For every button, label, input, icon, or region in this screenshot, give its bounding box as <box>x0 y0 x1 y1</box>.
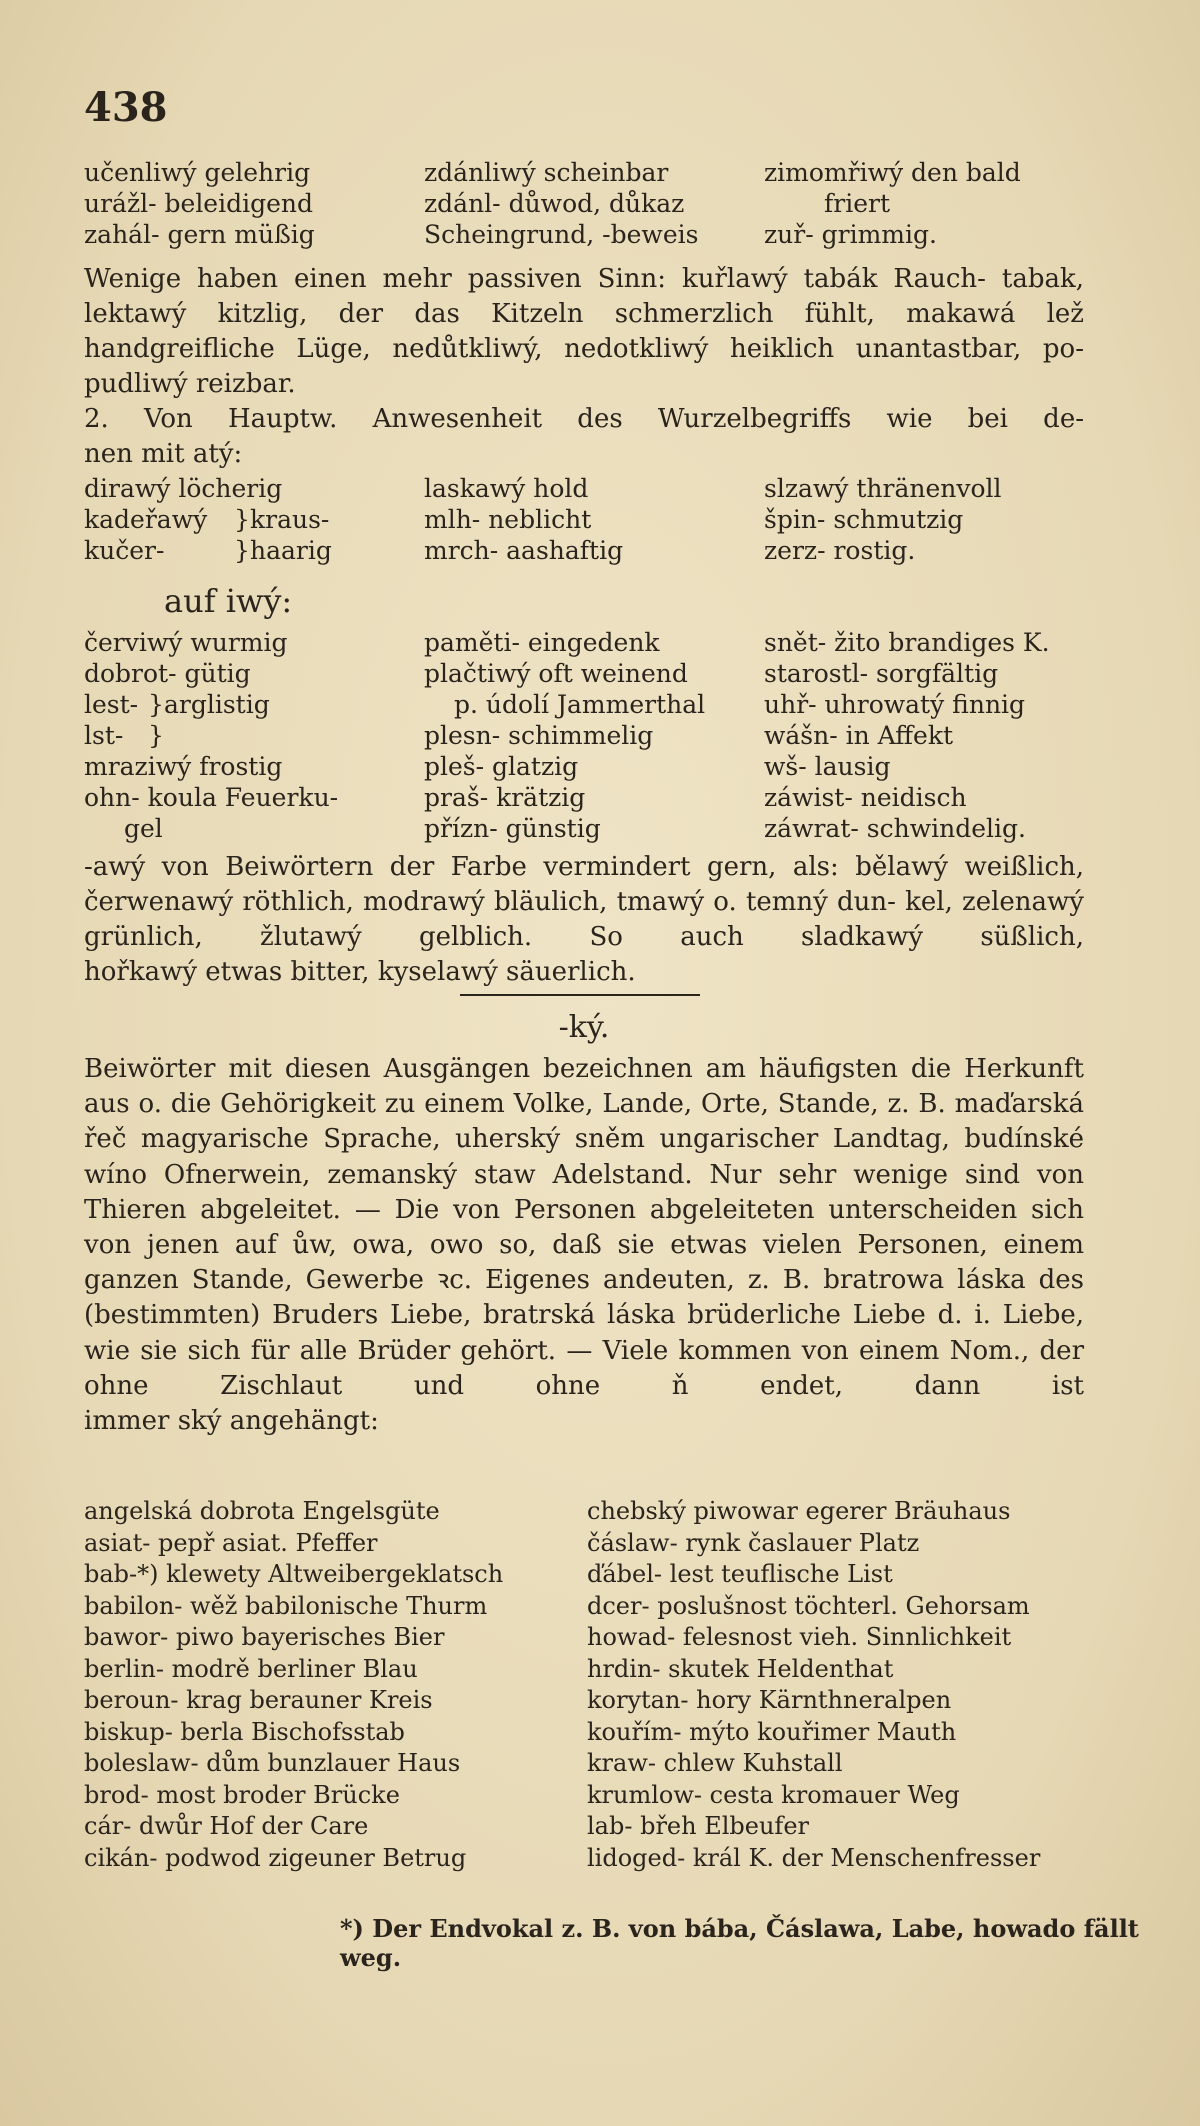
table-cell: chebský piwowar egerer Bräuhaus <box>587 1497 1011 1525</box>
table-cell: špin- schmutzig <box>764 505 964 534</box>
text-line: — Die von Personen abgeleiteten unterscheiden sich von jenen auf <box>84 1194 1085 1261</box>
table-cell: asiat- pepř asiat. Pfeffer <box>84 1528 378 1557</box>
table-cell: howad- felesnost vieh. Sinnlichkeit <box>587 1623 1012 1651</box>
word-table-1 <box>84 158 1124 251</box>
table-row <box>84 1654 1104 1686</box>
section-2-heading <box>84 402 1084 472</box>
word-table-2 <box>84 474 1124 567</box>
table-row <box>84 752 1124 783</box>
table-row <box>84 1528 1104 1560</box>
page-number: 438 <box>84 84 168 131</box>
table-cell: beroun- krag berauner Kreis <box>84 1686 433 1714</box>
table-cell: hrdin- skutek Heldenthat <box>587 1654 894 1683</box>
table-cell: Scheingrund, -beweis <box>424 220 699 249</box>
table-row <box>84 721 1124 752</box>
text-line: weißlich, čerwenawý röthlich, modrawý bläulich, tmawý o. temný dun- <box>84 852 1085 917</box>
footnote: *) Der Endvokal z. B. von bába, Čáslawa, Labe, howado fällt weg. <box>340 1914 1139 1972</box>
table-cell: mrch- aashaftig <box>424 536 624 565</box>
paragraph-ky-suffix <box>84 1052 1084 1439</box>
table-row <box>84 628 1124 659</box>
table-cell: mraziwý frostig <box>84 752 283 781</box>
word-table-4 <box>84 1496 1104 1874</box>
table-cell: biskup- berla Bischofsstab <box>84 1717 405 1746</box>
table-row <box>84 659 1124 690</box>
text-line: 2. Von Hauptw. Anwesenheit des Wurzelbegriffs wie bei de- <box>84 404 1084 434</box>
table-cell: angelská dobrota Engelsgüte <box>84 1497 440 1525</box>
table-cell: záwist- neidisch <box>764 783 967 812</box>
table-row <box>84 1559 1104 1591</box>
table-cell: lest- }arglistig <box>84 690 270 719</box>
table-cell: mlh- neblicht <box>424 505 592 534</box>
table-cell: boleslaw- dům bunzlauer Haus <box>84 1749 461 1777</box>
table-row <box>84 189 1124 220</box>
text-line: sněm ungarischer Landtag, budínské wíno Ofnerwein, zemanský <box>84 1124 1085 1190</box>
table-cell: zerz- rostig. <box>764 536 916 565</box>
table-row <box>84 1685 1104 1717</box>
table-cell: bab-*) klewety Altweibergeklatsch <box>84 1560 504 1588</box>
brace-label: haarig <box>250 536 332 565</box>
table-cell: ďábel- lest teuflische List <box>587 1560 893 1588</box>
text-line: Stande, z. B. maďarská řeč magyarische Sprache, uherský <box>84 1089 1084 1155</box>
text-line: Beiwörter mit diesen Ausgängen bezeichnen am häufigsten die <box>84 1054 952 1084</box>
table-cell: wášn- in Affekt <box>764 721 954 750</box>
table-cell: paměti- eingedenk <box>424 628 660 657</box>
table-cell: zahál- gern müßig <box>84 220 315 249</box>
table-cell: p. údolí Jammerthal <box>454 690 706 719</box>
table-cell: kraw- chlew Kuhstall <box>587 1749 843 1777</box>
table-row <box>84 1748 1104 1780</box>
table-cell: učenliwý gelehrig <box>84 158 311 187</box>
table-cell: plačtiwý oft weinend <box>424 659 688 688</box>
table-row <box>84 690 1124 721</box>
text-line: pudliwý reizbar. <box>84 369 296 399</box>
table-cell: kouřím- mýto kouřimer Mauth <box>587 1717 957 1746</box>
table-cell: starostl- sorgfältig <box>764 659 999 688</box>
table-row <box>84 1843 1104 1875</box>
table-cell: dobrot- gütig <box>84 659 251 688</box>
table-cell: dirawý löcherig <box>84 474 283 503</box>
section-title: -ký. <box>558 1010 610 1045</box>
text-line: immer ský angehängt: <box>84 1406 379 1437</box>
table-cell: uhř- uhrowatý finnig <box>764 690 1026 719</box>
text-line: staw Adelstand. Nur sehr wenige sind von Thieren abgeleitet. <box>84 1159 1084 1225</box>
table-cell: brod- most broder Brücke <box>84 1780 400 1809</box>
text-line: -awý von Beiwörtern der Farbe vermindert gern, als: bělawý <box>84 852 949 882</box>
table-cell: přízn- günstig <box>424 814 601 843</box>
table-cell: babilon- wěž babilonische Thurm <box>84 1591 488 1620</box>
table-cell: červiwý wurmig <box>84 628 288 657</box>
table-row <box>84 1811 1104 1843</box>
text-line: Stande, Gewerbe ꝛc. Eigenes andeuten, z. B. bratrowa láska <box>191 1265 1026 1296</box>
table-cell: korytan- hory Kärnthneralpen <box>587 1686 952 1714</box>
table-cell: gel <box>124 814 163 843</box>
section-divider <box>460 994 700 996</box>
table-cell: cikán- podwod zigeuner Betrug <box>84 1843 467 1872</box>
table-cell: slzawý thränenvoll <box>764 474 1002 503</box>
text-line: von einem Nom., der ohne Zischlaut und ohne ň endet, dann ist <box>84 1335 1085 1401</box>
table-row <box>84 505 1124 536</box>
table-row <box>84 536 1124 567</box>
table-cell: zuř- grimmig. <box>764 220 937 249</box>
table-row <box>84 1622 1104 1654</box>
table-row <box>84 158 1124 189</box>
table-row <box>84 1780 1104 1812</box>
table-row <box>84 1496 1104 1528</box>
table-cell: čáslaw- rynk časlauer Platz <box>587 1528 920 1557</box>
table-cell: zimomřiwý den bald <box>764 158 1021 187</box>
table-cell: záwrat- schwindelig. <box>764 814 1026 843</box>
table-cell: berlin- modrě berliner Blau <box>84 1654 418 1683</box>
text-line: handgreifliche Lüge, nedůtkliwý, nedotkliwý heiklich unantastbar, po- <box>84 334 1084 364</box>
word-table-3 <box>84 628 1124 845</box>
table-row <box>84 474 1124 505</box>
table-cell: zdánl- důwod, důkaz <box>424 189 685 218</box>
table-row <box>84 814 1124 845</box>
paragraph-colour-adjectives <box>84 850 1084 990</box>
table-cell: urážl- beleidigend <box>84 189 314 218</box>
text-line: kel, zelenawý grünlich, žlutawý gelblich. So auch sladkawý süßlich, <box>84 887 1084 952</box>
table-cell: kadeřawý }kraus- <box>84 505 330 534</box>
text-line: Herkunft aus o. die Gehörigkeit zu einem Volke, Lande, Orte, <box>84 1054 1084 1120</box>
brace-label: kraus- <box>250 505 330 534</box>
table-cell: cár- dwůr Hof der Care <box>84 1812 369 1840</box>
text-line: d. i. Liebe, wie sie sich für alle Brüder gehört. — Viele kommen <box>84 1300 1085 1366</box>
table-cell: lab- břeh Elbeufer <box>587 1812 809 1840</box>
text-line: nen mit atý: <box>84 439 243 469</box>
table-cell: lst- } <box>84 721 164 750</box>
table-cell: pleš- glatzig <box>424 752 579 781</box>
text-line: tabak, lektawý kitzlig, der das Kitzeln schmerzlich fühlt, makawá lež <box>84 264 1085 329</box>
text-line: des (bestimmten) Bruders Liebe, bratrská láska brüderliche Liebe <box>84 1265 1085 1331</box>
table-cell: bawor- piwo bayerisches Bier <box>84 1623 445 1651</box>
table-cell: friert <box>824 189 890 218</box>
table-cell: laskawý hold <box>424 474 589 503</box>
table-cell: plesn- schimmelig <box>424 721 654 750</box>
table-row <box>84 1591 1104 1623</box>
table-row <box>84 783 1124 814</box>
text-line: ůw, owa, owo so, daß sie etwas vielen Personen, einem ganzen <box>84 1230 1085 1296</box>
table-cell: snět- žito brandiges K. <box>764 628 1050 657</box>
table-cell: kučer- }haarig <box>84 536 332 565</box>
table-cell: zdánliwý scheinbar <box>424 158 669 187</box>
table-cell: dcer- poslušnost töchterl. Gehorsam <box>587 1591 1030 1620</box>
table-cell: wš- lausig <box>764 752 891 781</box>
table-cell: praš- krätzig <box>424 783 586 812</box>
text-line: hořkawý etwas bitter, kyselawý säuerlich. <box>84 957 636 987</box>
sub-heading: auf iwý: <box>164 582 293 620</box>
table-cell: lidoged- král K. der Menschenfresser <box>587 1843 1041 1872</box>
text-line: Wenige haben einen mehr passiven Sinn: kuřlawý tabák Rauch- <box>84 264 986 294</box>
table-row <box>84 1717 1104 1749</box>
brace-label: arglistig <box>164 690 270 719</box>
table-cell: ohn- koula Feuerku- <box>84 783 339 812</box>
paragraph-passive-sense <box>84 262 1084 402</box>
table-cell: krumlow- cesta kromauer Weg <box>587 1780 960 1809</box>
table-row <box>84 220 1124 251</box>
